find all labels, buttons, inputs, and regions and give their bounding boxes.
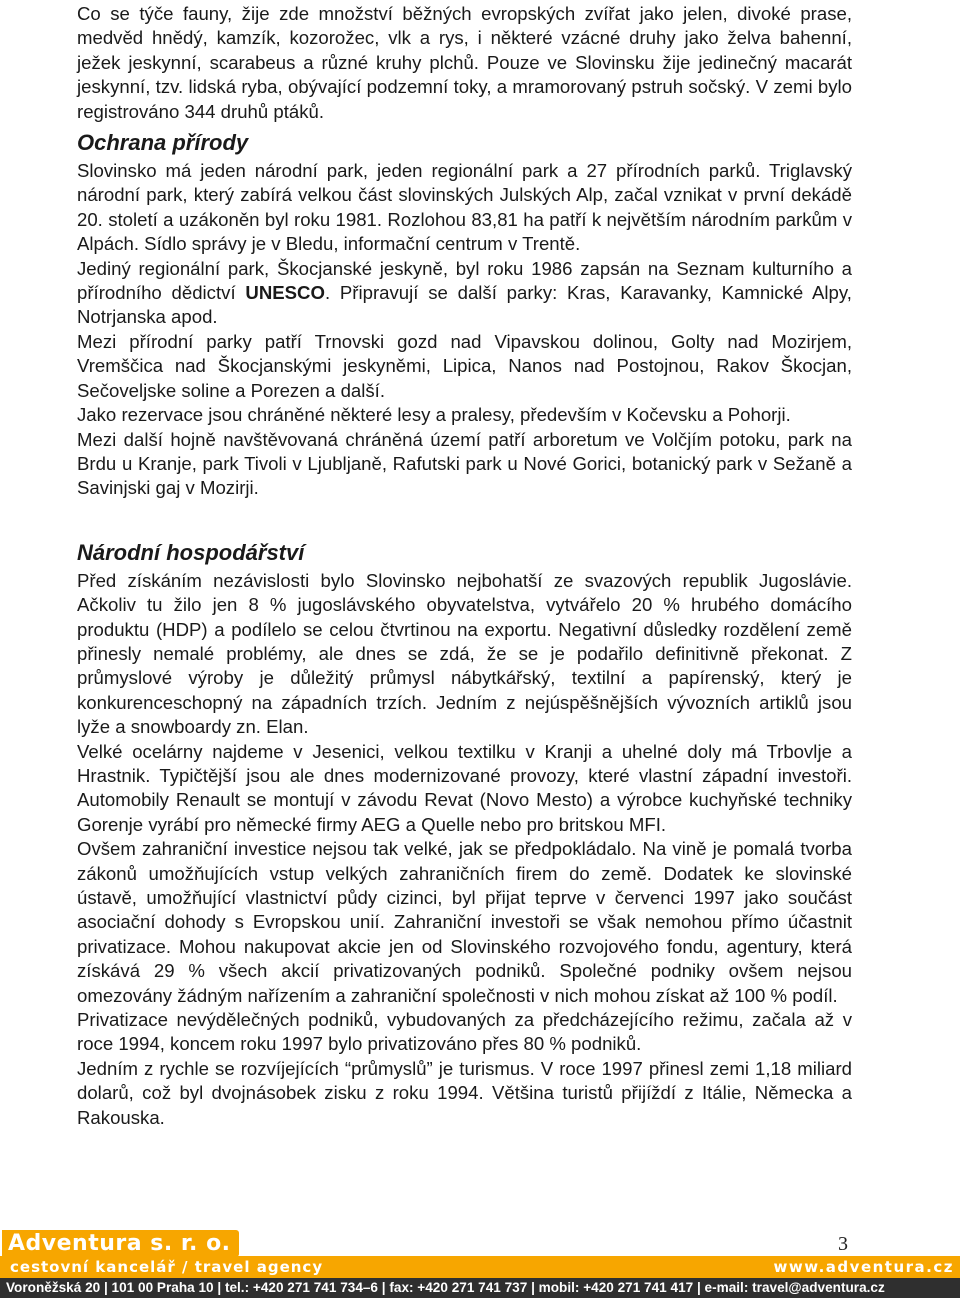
economy-paragraph-1: Před získáním nezávislosti bylo Slovinsko nejbohatší ze svazových republik Jugoslávie. Ačkoliv tu žilo jen 8 % jugoslávského obyvatelstva, vytvářelo 20 % hrubého domácího produktu (HDP) a podílelo se celou čtvrtinou na exportu. Negativní důsledky rozdělení země přinesly nemalé problémy, ale dnes se zdá, že se je podařilo definitivně překonat. Z průmyslové výroby je důležitý průmysl nábytkářský, textilní a papírenský, který je konkurenceschopný na západních trzích. Jedním z nejúspěšnějších vývozních artiklů jsou lyže a snowboardy zn. Elan. bbox=[77, 569, 852, 738]
logo-text: Adventura s. r. o. bbox=[2, 1230, 239, 1257]
economy-paragraph-3: Ovšem zahraniční investice nejsou tak velké, jak se předpokládalo. Na vině je pomalá tvorba zákonů umožňujících vstup velkých zahraničních firem do země. Dodatek ke slovinské ústavě, umožňující vlastnictví půdy cizinci, byl přijat teprve v červenci 1997 jako součást asociační dohody s Evropskou unií. Zahraniční investoři se však nemohou přímo účastnit privatizace. Mohou nakupovat akcie jen od Slovinského rozvojového fondu, agentury, která získává 29 % všech akcií privatizovaných podniků. Společné podniky ovšem nejsou omezovány žádným nařízením a zahraniční společnosti v nich mohou získat až 100 % podíl. bbox=[77, 838, 852, 1006]
website-link[interactable]: www.adventura.cz bbox=[773, 1258, 954, 1276]
economy-paragraph-2: Velké ocelárny najdeme v Jesenici, velkou textilku v Kranji a uhelné doly má Trbovlje a Hrastnik. Typičtější jsou ale dnes modernizované provozy, které vlastní západní investoři. Automobily Renault se montují v závodu Revat (Novo Mesto) a výrobce kuchyňské techniky Gorenje vyrábí pro německé firmy AEG a Quelle nebo pro britskou MFI. bbox=[77, 740, 852, 835]
section-heading-nature: Ochrana přírody bbox=[77, 130, 249, 156]
footer-tagline-bar bbox=[0, 1256, 960, 1278]
nature-p2-text-a: Jediný regionální park, Škocjanské jeskyně, byl roku 1986 zapsán na Seznam kulturního a přírodního dědictví bbox=[77, 257, 852, 304]
document-body bbox=[77, 0, 852, 1130]
section-heading-economy: Národní hospodářství bbox=[77, 539, 305, 565]
unesco-bold: UNESCO bbox=[245, 282, 325, 304]
contact-text: Voroněžská 20 | 101 00 Praha 10 | tel.: +420 271 741 734–6 | fax: +420 271 741 737 | mobil: +420 271 741 417 | e-mail: travel@adventura.cz bbox=[6, 1280, 885, 1295]
nature-paragraph-5: Mezi další hojně navštěvovaná chráněná území patří arboretum ve Volčjím potoku, park na Brdu u Kranje, park Tivoli v Ljubljaně, Rafutski park u Nové Gorici, botanický park v Sežaně a Savinjski gaj v Mozirji. bbox=[77, 428, 852, 499]
fauna-paragraph: Co se týče fauny, žije zde množství běžných evropských zvířat jako jelen, divoké prase, medvěd hnědý, kamzík, kozorožec, vlk a rys, i některé vzácné druhy jako želva bahenní, ježek jeskynní, scarabeus a různé kruhy plchů. Pouze ve Slovinsku žije jedinečný macarát jeskynní, tzv. lidská ryba, obývající podzemní toky, a mramorovaný pstruh sočský. V zemi bylo registrováno 344 druhů ptáků. bbox=[77, 3, 852, 122]
nature-paragraph-1: Slovinsko má jeden národní park, jeden regionální park a 27 přírodních parků. Triglavský národní park, který zabírá velkou část slovinských Julských Alp, začal vznikat v první dekádě 20. století a uzákoněn byl roku 1981. Rozlohou 83,81 ha patří k největším národním parkům v Alpách. Sídlo správy je v Bledu, informační centrum v Trentě. bbox=[77, 160, 852, 255]
nature-paragraph-2 bbox=[77, 257, 852, 330]
page-footer bbox=[0, 1226, 960, 1298]
tagline-text: cestovní kancelář / travel agency bbox=[10, 1258, 324, 1276]
page-number: 3 bbox=[838, 1233, 848, 1255]
nature-paragraph-3: Mezi přírodní parky patří Trnovski gozd nad Vipavskou dolinou, Golty nad Mozirjem, Vremščica nad Škocjanskými jeskyněmi, Lipica, Nanos nad Postojnou, Rakov Škocjan, Sečoveljske soline a Porezen a další. bbox=[77, 330, 852, 401]
economy-paragraph-5: Jedním z rychle se rozvíjejících “průmyslů” je turismus. V roce 1997 přinesl zemi 1,18 miliard dolarů, což byl dvojnásobek zisku z roku 1994. Většina turistů přijíždí z Itálie, Německa a Rakouska. bbox=[77, 1057, 852, 1128]
footer-contact-bar bbox=[0, 1278, 960, 1298]
nature-p2-text-b: . Připravují se další parky: Kras, Karavanky, Kamnické Alpy, Notrjanska apod. bbox=[77, 282, 852, 328]
nature-paragraph-4: Jako rezervace jsou chráněné některé lesy a pralesy, především v Kočevsku a Pohorji. bbox=[77, 404, 791, 426]
economy-paragraph-4: Privatizace nevýdělečných podniků, vybudovaných za předcházejícího režimu, začala až v roce 1994, koncem roku 1997 bylo privatizováno přes 80 % podniků. bbox=[77, 1009, 852, 1055]
